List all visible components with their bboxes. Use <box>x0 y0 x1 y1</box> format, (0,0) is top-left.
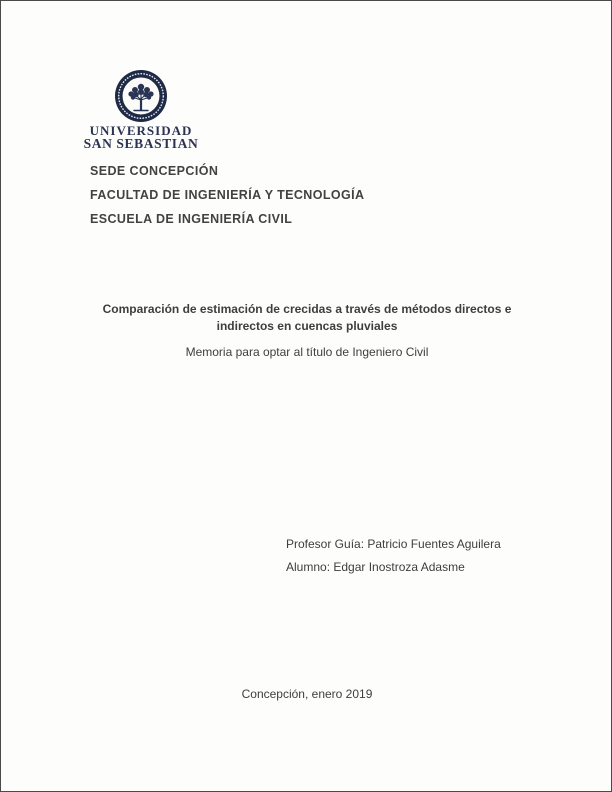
advisor-line: Profesor Guía: Patricio Fuentes Aguilera <box>286 537 501 551</box>
institution-block <box>90 159 550 231</box>
university-logo <box>63 69 219 150</box>
university-seal-icon <box>114 69 168 123</box>
thesis-title: Comparación de estimación de crecidas a través de métodos directos e indirectos en cuencas pluviales <box>102 302 512 333</box>
sede-line: SEDE CONCEPCIÓN <box>90 164 219 178</box>
logo-university-text: UNIVERSIDAD <box>89 123 193 138</box>
logo-san-sebastian-text: SAN SEBASTIAN <box>83 136 199 151</box>
title-block <box>82 301 532 360</box>
facultad-line: FACULTAD DE INGENIERÍA Y TECNOLOGÍA <box>90 188 365 202</box>
escuela-line: ESCUELA DE INGENIERÍA CIVIL <box>90 212 293 226</box>
credits-block <box>286 533 566 578</box>
thesis-subtitle: Memoria para optar al título de Ingeniero Civil <box>185 345 429 359</box>
student-line: Alumno: Edgar Inostroza Adasme <box>286 559 465 574</box>
place-date-line: Concepción, enero 2019 <box>241 687 373 701</box>
